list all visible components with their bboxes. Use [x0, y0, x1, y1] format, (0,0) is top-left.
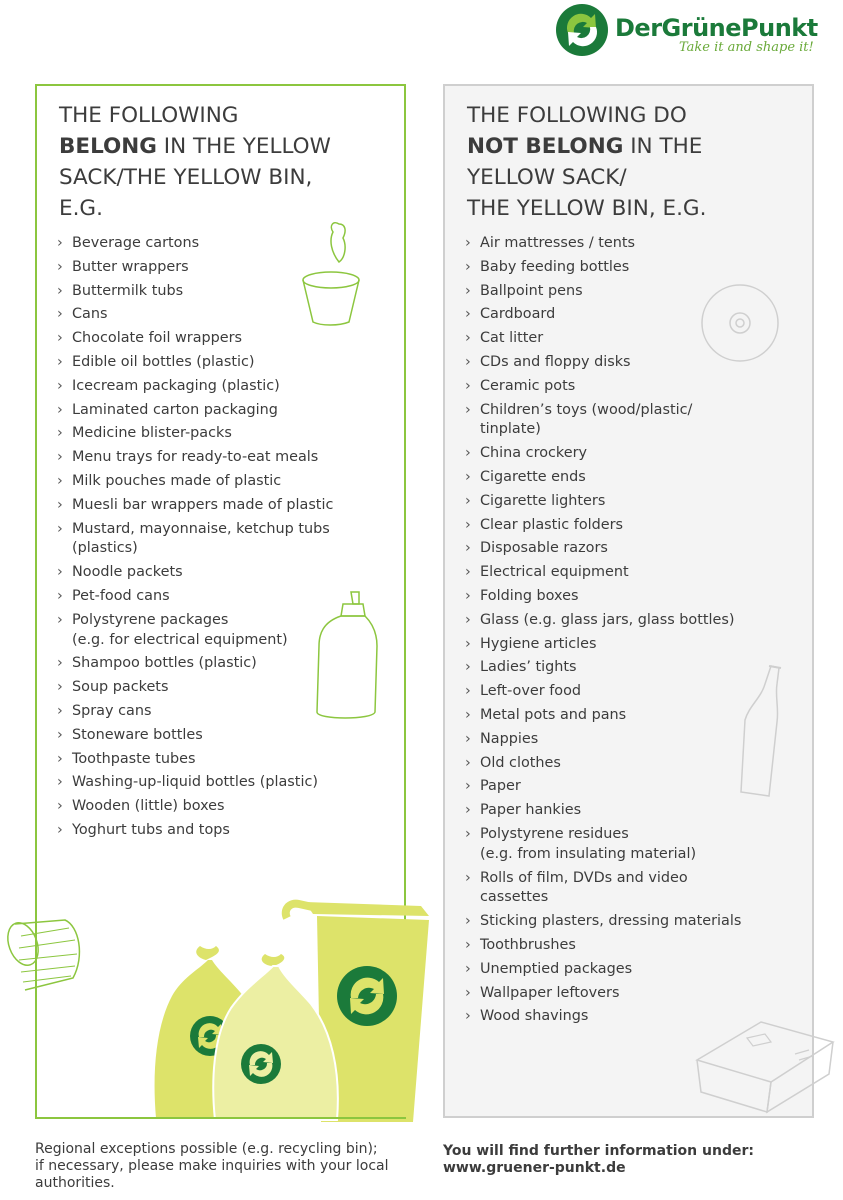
- list-item: [57, 678, 333, 698]
- list-item-text: › Sticking plasters, dressing materials: [480, 913, 742, 930]
- list-item-text: › Shampoo bottles (plastic): [72, 655, 257, 672]
- list-item: [57, 401, 333, 421]
- list-item-text: › Wood shavings: [480, 1008, 589, 1025]
- cd-icon: [699, 282, 781, 364]
- not-belong-emphasis: NOT BELONG: [467, 134, 624, 159]
- list-item: [57, 234, 333, 254]
- list-item: [57, 496, 333, 516]
- list-item: [57, 563, 333, 583]
- list-item: [57, 750, 333, 770]
- list-item-text: › Unemptied packages: [480, 960, 633, 977]
- list-item-text: › Paper: [480, 778, 521, 795]
- list-item: [57, 305, 333, 325]
- list-item-text: › Laminated carton packaging: [72, 401, 278, 418]
- list-item: [57, 448, 333, 468]
- list-item: [465, 801, 741, 821]
- list-item: [465, 658, 741, 678]
- logo-wordmark: DerGrünePunkt: [615, 14, 818, 42]
- list-item-text: › Folding boxes: [480, 587, 579, 604]
- list-item: [465, 936, 741, 956]
- yogurt-cup-icon: [299, 218, 361, 328]
- list-item-text: › Milk pouches made of plastic: [72, 472, 282, 489]
- list-item-text: › Icecream packaging (plastic): [72, 377, 280, 394]
- list-item: [465, 984, 741, 1004]
- list-item-text: › Metal pots and pans: [480, 706, 627, 723]
- list-item-text: cassettes: [480, 889, 549, 906]
- list-item-text: › Washing-up-liquid bottles (plastic): [72, 774, 318, 791]
- list-item-text: › Noodle packets: [72, 564, 183, 581]
- list-item: [57, 726, 333, 746]
- list-item-text: › Pet-food cans: [72, 587, 170, 604]
- list-item: [465, 444, 741, 464]
- logo-tagline: Take it and shape it!: [679, 40, 814, 55]
- list-item: [465, 730, 741, 750]
- list-item-text: › Ballpoint pens: [480, 282, 583, 299]
- list-item-text: › Air mattresses / tents: [480, 235, 636, 251]
- list-item: [57, 654, 333, 674]
- list-item: [465, 563, 741, 583]
- list-item: [465, 706, 741, 726]
- list-item: [465, 401, 741, 441]
- list-item-text: › Wallpaper leftovers: [480, 984, 620, 1001]
- list-item-text: › Hygiene articles: [480, 635, 597, 652]
- list-item-text: › China crockery: [480, 445, 588, 462]
- list-item-text: › Children’s toys (wood/plastic/: [480, 401, 693, 418]
- list-item-text: › Baby feeding bottles: [480, 258, 630, 275]
- list-item-text: › Beverage cartons: [72, 235, 200, 251]
- list-item-text: › Cigarette ends: [480, 468, 586, 485]
- list-item: [465, 377, 741, 397]
- list-item: [465, 635, 741, 655]
- brand-logo: [553, 0, 823, 62]
- list-item-text: › Butter wrappers: [72, 258, 189, 275]
- list-item-text: › Medicine blister-packs: [72, 425, 232, 442]
- list-item-text: › Nappies: [480, 730, 539, 747]
- list-item-text: › Polystyrene packages: [72, 611, 229, 628]
- list-item-text: › Clear plastic folders: [480, 516, 624, 533]
- regional-exceptions-note: Regional exceptions possible (e.g. recycling bin); if necessary, please make inquiries with your local authorities.: [35, 1141, 389, 1191]
- list-item-text: › Edible oil bottles (plastic): [72, 353, 255, 370]
- cardboard-box-icon: [691, 1012, 837, 1116]
- list-item: [465, 234, 741, 254]
- belong-panel-bottom-border: [35, 1117, 406, 1119]
- list-item: [465, 611, 741, 631]
- list-item-text: › Rolls of film, DVDs and video: [480, 869, 688, 886]
- not-belong-heading: THE FOLLOWING DO NOT BELONG IN THE YELLOW SACK/ THE YELLOW BIN, E.G.: [467, 103, 707, 221]
- list-item-text: › Left-over food: [480, 683, 582, 700]
- list-item: [57, 472, 333, 492]
- list-item-text: › Mustard, mayonnaise, ketchup tubs: [72, 520, 330, 537]
- list-item-text: › Cat litter: [480, 330, 544, 347]
- list-item: [57, 329, 333, 349]
- list-item-text: › Chocolate foil wrappers: [72, 330, 243, 347]
- list-item: [57, 702, 333, 722]
- list-item-text: › Paper hankies: [480, 802, 582, 819]
- list-item: [57, 611, 333, 651]
- belong-emphasis: BELONG: [59, 134, 157, 159]
- glass-bottle-icon: [731, 662, 791, 802]
- list-item: [465, 960, 741, 980]
- list-item: [465, 912, 741, 932]
- list-item-text: › Cigarette lighters: [480, 492, 606, 509]
- list-item-text: › Glass (e.g. glass jars, glass bottles): [480, 611, 735, 628]
- list-item: [465, 468, 741, 488]
- list-item: [465, 825, 741, 865]
- list-item: [57, 797, 333, 817]
- list-item-text: › Cans: [72, 306, 108, 323]
- list-item-text: › Disposable razors: [480, 540, 608, 557]
- list-item: [57, 773, 333, 793]
- list-item: [57, 520, 333, 560]
- not-belong-panel: [443, 84, 814, 1118]
- list-item: [465, 682, 741, 702]
- list-item-text: (plastics): [72, 540, 138, 557]
- list-item-text: › Toothbrushes: [480, 936, 576, 953]
- list-item: [57, 424, 333, 444]
- further-info-note: You will find further information under: www.gruener-punkt.de: [443, 1143, 754, 1176]
- list-item-text: › Wooden (little) boxes: [72, 798, 225, 815]
- list-item-text: › Toothpaste tubes: [72, 750, 196, 767]
- belong-heading: THE FOLLOWING BELONG IN THE YELLOW SACK/THE YELLOW BIN, E.G.: [59, 103, 331, 221]
- list-item: [57, 821, 333, 841]
- list-item: [57, 282, 333, 302]
- list-item-text: › Ceramic pots: [480, 377, 576, 394]
- list-item-text: › Old clothes: [480, 754, 561, 771]
- list-item: [465, 754, 741, 774]
- list-item-text: › Ladies’ tights: [480, 659, 577, 676]
- list-item-text: › Stoneware bottles: [72, 726, 203, 743]
- list-item-text: › Electrical equipment: [480, 564, 629, 581]
- list-item-text: tinplate): [480, 421, 541, 438]
- yellow-sack-icon: [209, 952, 345, 1122]
- list-item-text: › Muesli bar wrappers made of plastic: [72, 496, 334, 513]
- list-item: [465, 258, 741, 278]
- list-item: [465, 539, 741, 559]
- website-link[interactable]: www.gruener-punkt.de: [443, 1160, 626, 1176]
- list-item: [465, 777, 741, 797]
- list-item: [57, 258, 333, 278]
- belong-list: [57, 234, 333, 845]
- list-item-text: › Spray cans: [72, 702, 152, 719]
- belong-panel: [35, 84, 406, 1118]
- list-item-text: › CDs and floppy disks: [480, 353, 631, 370]
- list-item: [57, 377, 333, 397]
- list-item: [57, 587, 333, 607]
- list-item: [57, 353, 333, 373]
- list-item-text: › Buttermilk tubs: [72, 282, 184, 299]
- list-item-text: › Menu trays for ready-to-eat meals: [72, 449, 319, 466]
- list-item-text: › Polystyrene residues: [480, 825, 629, 842]
- list-item-text: › Yoghurt tubs and tops: [72, 821, 230, 838]
- list-item-text: › Soup packets: [72, 679, 169, 696]
- list-item: [465, 587, 741, 607]
- list-item: [465, 869, 741, 909]
- green-dot-logo-icon: [555, 3, 609, 57]
- list-item-text: › Cardboard: [480, 306, 556, 323]
- tin-can-icon: [3, 916, 89, 1006]
- list-item: [465, 492, 741, 512]
- shampoo-bottle-icon: [313, 586, 383, 726]
- list-item: [465, 516, 741, 536]
- list-item-text: (e.g. for electrical equipment): [72, 631, 288, 648]
- list-item-text: (e.g. from insulating material): [480, 845, 697, 862]
